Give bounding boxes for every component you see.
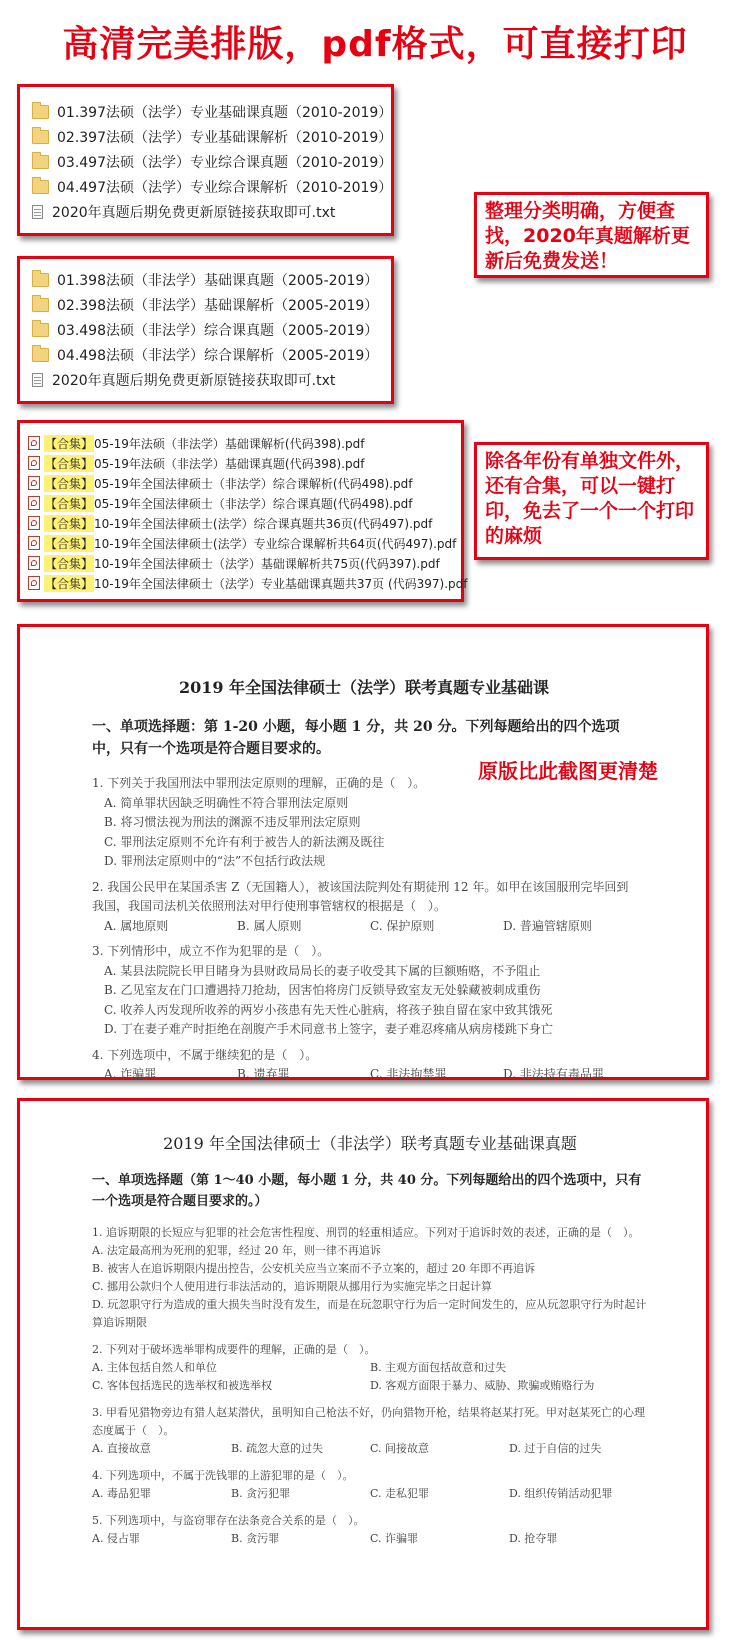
- pdf-file-item[interactable]: [28, 493, 461, 513]
- collection-tag: 【合集】: [45, 556, 94, 571]
- folder-icon: [32, 323, 49, 337]
- folder-label: 04.497法硕（法学）专业综合课解析（2010-2019）: [57, 179, 393, 196]
- callout-collection: 除各年份有单独文件外，还有合集，可以一键打印，免去了一个一个打印的麻烦: [474, 442, 709, 560]
- folder-item[interactable]: [32, 317, 391, 342]
- collection-tag: 【合集】: [45, 456, 94, 471]
- option: D. 非法持有毒品罪: [503, 1067, 604, 1081]
- folder-panel-law: [17, 84, 394, 236]
- pdf-icon: [28, 456, 40, 470]
- pdf-icon: [28, 476, 40, 490]
- pdf-icon: [28, 556, 40, 570]
- option: B. 乙见室友在门口遭遇持刀抢劫，因害怕将房门反锁导致室友无处躲藏被刺成重伤: [104, 983, 541, 997]
- option: A. 直接故意: [92, 1442, 151, 1455]
- option: B. 贪污罪: [231, 1532, 280, 1545]
- folder-label: 02.397法硕（法学）专业基础课解析（2010-2019）: [57, 129, 393, 146]
- option: A. 法定最高刑为死刑的犯罪，经过 20 年，则一律不再追诉: [92, 1244, 381, 1257]
- collection-tag: 【合集】: [45, 496, 94, 511]
- pdf-icon: [28, 496, 40, 510]
- question-stem: 4. 下列选项中，不属于继续犯的是（ ）。: [92, 1047, 318, 1062]
- option: A. 属地原则: [104, 918, 169, 933]
- folder-icon: [32, 105, 49, 119]
- pdf-file-item[interactable]: [28, 433, 461, 453]
- section-heading: 一、单项选择题：第 1-20 小题，每小题 1 分，共 20 分。下列每题给出的四个选项中，只有一个选项是符合题目要求的。: [92, 719, 620, 757]
- question-stem: 3. 甲看见猎物旁边有猎人赵某潜伏，虽明知自己枪法不好，仍向猎物开枪，结果将赵某打死。甲对赵某死亡的心理态度属于（ ）。: [92, 1406, 645, 1437]
- option: B. 遗弃罪: [237, 1067, 290, 1081]
- question-stem: 3. 下列情形中，成立不作为犯罪的是（ ）。: [92, 944, 330, 958]
- pdf-file-item[interactable]: [28, 533, 461, 553]
- option: C. 间接故意: [370, 1442, 430, 1455]
- option: D. 过于自信的过失: [509, 1442, 602, 1455]
- text-file-icon: [32, 205, 43, 219]
- pdf-icon: [28, 516, 40, 530]
- question-stem: 1. 追诉期限的长短应与犯罪的社会危害性程度、刑罚的轻重相适应。下列对于追诉时效的表述，正确的是（ ）。: [92, 1226, 640, 1239]
- option: B. 主观方面包括故意和过失: [370, 1361, 507, 1374]
- folder-icon: [32, 348, 49, 362]
- question: [92, 1224, 648, 1548]
- question-stem: 4. 下列选项中，不属于洗钱罪的上游犯罪的是（ ）。: [92, 1469, 354, 1482]
- option: D. 客观方面限于暴力、威胁、欺骗或贿赂行为: [370, 1379, 595, 1392]
- option: C. 非法拘禁罪: [370, 1067, 447, 1081]
- folder-item[interactable]: [32, 267, 391, 292]
- pdf-file-label: 10-19年全国法律硕士（法学）基础课解析共75页(代码397).pdf: [94, 556, 440, 571]
- pdf-icon: [28, 536, 40, 550]
- pdf-file-label: 10-19年全国法律硕士（法学）专业基础课真题共37页 (代码397).pdf: [94, 576, 468, 591]
- option: C. 挪用公款归个人使用进行非法活动的，追诉期限从挪用行为实施完毕之日起计算: [92, 1280, 493, 1293]
- collection-tag: 【合集】: [45, 436, 94, 451]
- pdf-file-item[interactable]: [28, 513, 461, 533]
- option: C. 收养人丙发现所收养的两岁小孩患有先天性心脏病，将孩子独自留在家中致其饿死: [104, 1002, 553, 1017]
- question-stem: 5. 下列选项中，与盗窃罪存在法条竞合关系的是（ ）。: [92, 1514, 365, 1527]
- text-file-icon: [32, 373, 43, 387]
- collection-tag: 【合集】: [45, 476, 94, 491]
- option: B. 被害人在追诉期限内提出控告，公安机关应当立案而不予立案的，超过 20 年即不再追诉: [92, 1262, 536, 1275]
- exam-paper-law: [17, 624, 709, 1080]
- folder-item[interactable]: [32, 99, 391, 124]
- option: D. 罪刑法定原则中的“法”不包括行政法规: [104, 854, 326, 868]
- option: A. 主体包括自然人和单位: [92, 1361, 217, 1374]
- pdf-file-item[interactable]: [28, 453, 461, 473]
- txt-file-item[interactable]: [32, 199, 391, 224]
- folder-item[interactable]: [32, 124, 391, 149]
- txt-file-item[interactable]: [32, 367, 391, 392]
- pdf-icon: [28, 436, 40, 450]
- pdf-file-label: 05-19年法硕（非法学）基础课解析(代码398).pdf: [94, 436, 365, 451]
- file-label: 2020年真题后期免费更新原链接获取即可.txt: [52, 372, 336, 389]
- pdf-file-item[interactable]: [28, 553, 461, 573]
- paper-title: 2019 年全国法律硕士（法学）联考真题专业基础课: [178, 678, 550, 697]
- pdf-file-item[interactable]: [28, 573, 468, 593]
- folder-label: 02.398法硕（非法学）基础课解析（2005-2019）: [57, 297, 379, 314]
- collection-tag: 【合集】: [45, 576, 94, 591]
- option: A. 毒品犯罪: [92, 1487, 151, 1500]
- pdf-file-item[interactable]: [28, 473, 461, 493]
- folder-label: 01.397法硕（法学）专业基础课真题（2010-2019）: [57, 104, 393, 121]
- folder-item[interactable]: [32, 149, 391, 174]
- exam-paper-nonlaw: [17, 1098, 709, 1630]
- option: A. 某县法院院长甲目睹身为县财政局局长的妻子收受其下属的巨额贿赂，不予阻止: [104, 963, 541, 978]
- paper-title: 2019 年全国法律硕士（非法学）联考真题专业基础课真题: [163, 1134, 577, 1153]
- section-heading: 一、单项选择题（第 1～40 小题，每小题 1 分，共 40 分。下列每题给出的四个选项中，只有一个选项是符合题目要求的。）: [92, 1173, 642, 1209]
- pdf-file-label: 05-19年全国法律硕士（非法学）综合课真题(代码498).pdf: [94, 496, 413, 511]
- option: B. 将习惯法视为刑法的渊源不违反罪刑法定原则: [104, 815, 361, 829]
- callout-organized: 整理分类明确，方便查找，2020年真题解析更新后免费发送！: [474, 192, 709, 278]
- option: C. 保护原则: [370, 918, 435, 933]
- option: D. 丁在妻子难产时拒绝在剖腹产手术同意书上签字，妻子难忍疼痛从病房楼跳下身亡: [104, 1022, 553, 1036]
- clarity-note: 原版比此截图更清楚: [478, 759, 658, 783]
- option: B. 属人原则: [237, 918, 302, 933]
- option: A. 简单罪状因缺乏明确性不符合罪刑法定原则: [104, 795, 349, 810]
- collection-tag: 【合集】: [45, 536, 94, 551]
- folder-label: 04.498法硕（非法学）综合课解析（2005-2019）: [57, 347, 379, 364]
- folder-item[interactable]: [32, 342, 391, 367]
- folder-label: 01.398法硕（非法学）基础课真题（2005-2019）: [57, 272, 379, 289]
- option: D. 普遍管辖原则: [503, 918, 592, 933]
- folder-icon: [32, 130, 49, 144]
- option: B. 疏忽大意的过失: [231, 1442, 324, 1455]
- pdf-file-label: 10-19年全国法律硕士(法学）专业综合课解析共64页(代码497).pdf: [94, 536, 457, 551]
- option: A. 诈骗罪: [104, 1067, 157, 1081]
- option: D. 组织传销活动犯罪: [509, 1487, 613, 1500]
- folder-icon: [32, 273, 49, 287]
- file-label: 2020年真题后期免费更新原链接获取即可.txt: [52, 204, 336, 221]
- option: C. 罪刑法定原则不允许有利于被告人的新法溯及既往: [104, 834, 385, 849]
- folder-panel-nonlaw: [17, 256, 394, 404]
- question: [92, 774, 636, 1085]
- question-stem: 2. 我国公民甲在某国杀害 Z（无国籍人），被该国法院判处有期徒刑 12 年。如甲在该国服刑完毕回到我国，我国司法机关依照刑法对甲行使刑事管辖权的根据是（ ）。: [92, 879, 629, 913]
- pdf-file-label: 10-19年全国法律硕士(法学）综合课真题共36页(代码497).pdf: [94, 516, 433, 531]
- folder-icon: [32, 298, 49, 312]
- option: B. 贪污犯罪: [231, 1487, 291, 1500]
- promo-headline: 高清完美排版，pdf格式，可直接打印: [62, 24, 688, 65]
- folder-icon: [32, 180, 49, 194]
- question-stem: 1. 下列关于我国刑法中罪刑法定原则的理解，正确的是（ ）。: [92, 776, 426, 790]
- pdf-file-label: 05-19年全国法律硕士（非法学）综合课解析(代码498).pdf: [94, 476, 413, 491]
- pdf-file-label: 05-19年法硕（非法学）基础课真题(代码398).pdf: [94, 456, 365, 471]
- option: D. 玩忽职守行为造成的重大损失当时没有发生，而是在玩忽职守行为后一定时间发生的，应从玩忽职守行为时起计算追诉期限: [92, 1298, 647, 1329]
- folder-item[interactable]: [32, 174, 391, 199]
- folder-icon: [32, 155, 49, 169]
- option: C. 诈骗罪: [370, 1532, 419, 1545]
- option: A. 侵占罪: [92, 1532, 140, 1545]
- pdf-collection-panel: [17, 420, 468, 602]
- folder-label: 03.497法硕（法学）专业综合课真题（2010-2019）: [57, 154, 393, 171]
- option: C. 客体包括选民的选举权和被选举权: [92, 1379, 273, 1392]
- pdf-icon: [28, 576, 40, 590]
- question-stem: 2. 下列对于破坏选举罪构成要件的理解，正确的是（ ）。: [92, 1343, 376, 1356]
- collection-tag: 【合集】: [45, 516, 94, 531]
- option: D. 抢夺罪: [509, 1532, 558, 1545]
- option: C. 走私犯罪: [370, 1487, 430, 1500]
- folder-item[interactable]: [32, 292, 391, 317]
- folder-label: 03.498法硕（非法学）综合课真题（2005-2019）: [57, 322, 379, 339]
